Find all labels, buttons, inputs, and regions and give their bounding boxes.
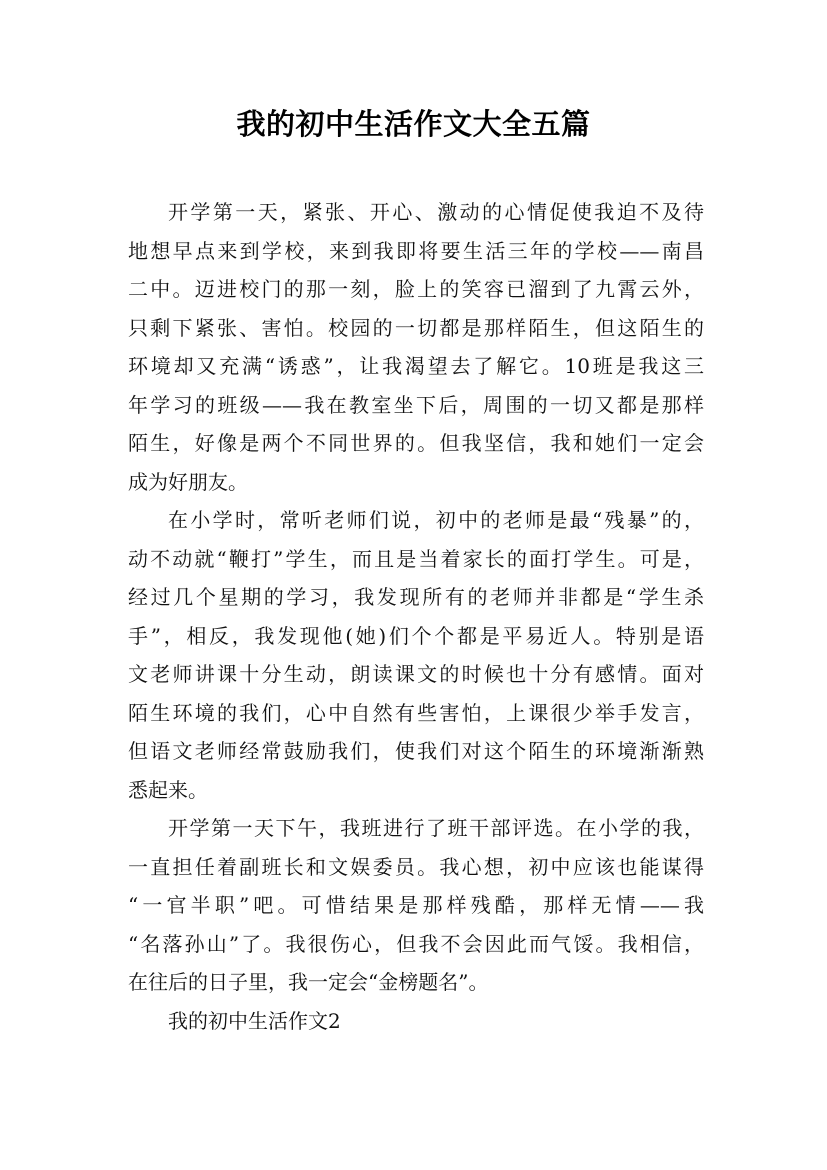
paragraph-3-line-4: “名落孙山”了。我很伤心，但我不会因此而气馁。我相信， [128, 931, 704, 956]
document-title: 我的初中生活作文大全五篇 [236, 107, 591, 141]
paragraph-1-line-2: 地想早点来到学校，来到我即将要生活三年的学校——南昌 [128, 238, 704, 263]
paragraph-2-line-6: 陌生环境的我们，心中自然有些害怕，上课很少举手发言， [128, 700, 704, 725]
paragraph-1-line-8: 成为好朋友。 [128, 469, 248, 494]
paragraph-1-line-5: 环境却又充满“诱惑”，让我渴望去了解它。10班是我这三 [128, 354, 704, 378]
paragraph-1-line-1: 开学第一天，紧张、开心、激动的心情促使我迫不及待 [168, 200, 704, 224]
paragraph-2-line-1: 在小学时，常听老师们说，初中的老师是最“残暴”的， [168, 508, 704, 532]
paragraph-3-line-2: 一直担任着副班长和文娱委员。我心想，初中应该也能谋得 [128, 854, 704, 879]
paragraph-3-line-1: 开学第一天下午，我班进行了班干部评选。在小学的我， [168, 816, 704, 840]
paragraph-2-line-3: 经过几个星期的学习，我发现所有的老师并非都是“学生杀 [128, 585, 704, 609]
paragraph-2-line-2: 动不动就“鞭打”学生，而且是当着家长的面打学生。可是， [128, 546, 704, 571]
paragraph-3-line-3: “一官半职”吧。可惜结果是那样残酷，那样无情——我 [128, 893, 704, 917]
paragraph-1-line-3: 二中。迈进校门的那一刻，脸上的笑容已溜到了九霄云外， [128, 277, 704, 301]
paragraph-1-line-7: 陌生，好像是两个不同世界的。但我坚信，我和她们一定会 [128, 431, 704, 455]
paragraph-1-line-6: 年学习的班级——我在教室坐下后，周围的一切又都是那样 [128, 392, 704, 417]
paragraph-2-line-4: 手”，相反，我发现他(她)们个个都是平易近人。特别是语 [128, 623, 704, 648]
document-body [128, 193, 704, 1040]
section-heading-essay-2: 我的初中生活作文2 [168, 1008, 341, 1033]
paragraph-2-line-8: 悉起来。 [128, 777, 208, 802]
paragraph-2-line-5: 文老师讲课十分生动，朗读课文的时候也十分有感情。面对 [128, 662, 704, 686]
paragraph-2-line-7: 但语文老师经常鼓励我们，使我们对这个陌生的环境渐渐熟 [128, 739, 704, 763]
paragraph-3-line-5: 在往后的日子里，我一定会“金榜题名”。 [128, 970, 489, 994]
paragraph-1-line-4: 只剩下紧张、害怕。校园的一切都是那样陌生，但这陌生的 [128, 315, 704, 340]
